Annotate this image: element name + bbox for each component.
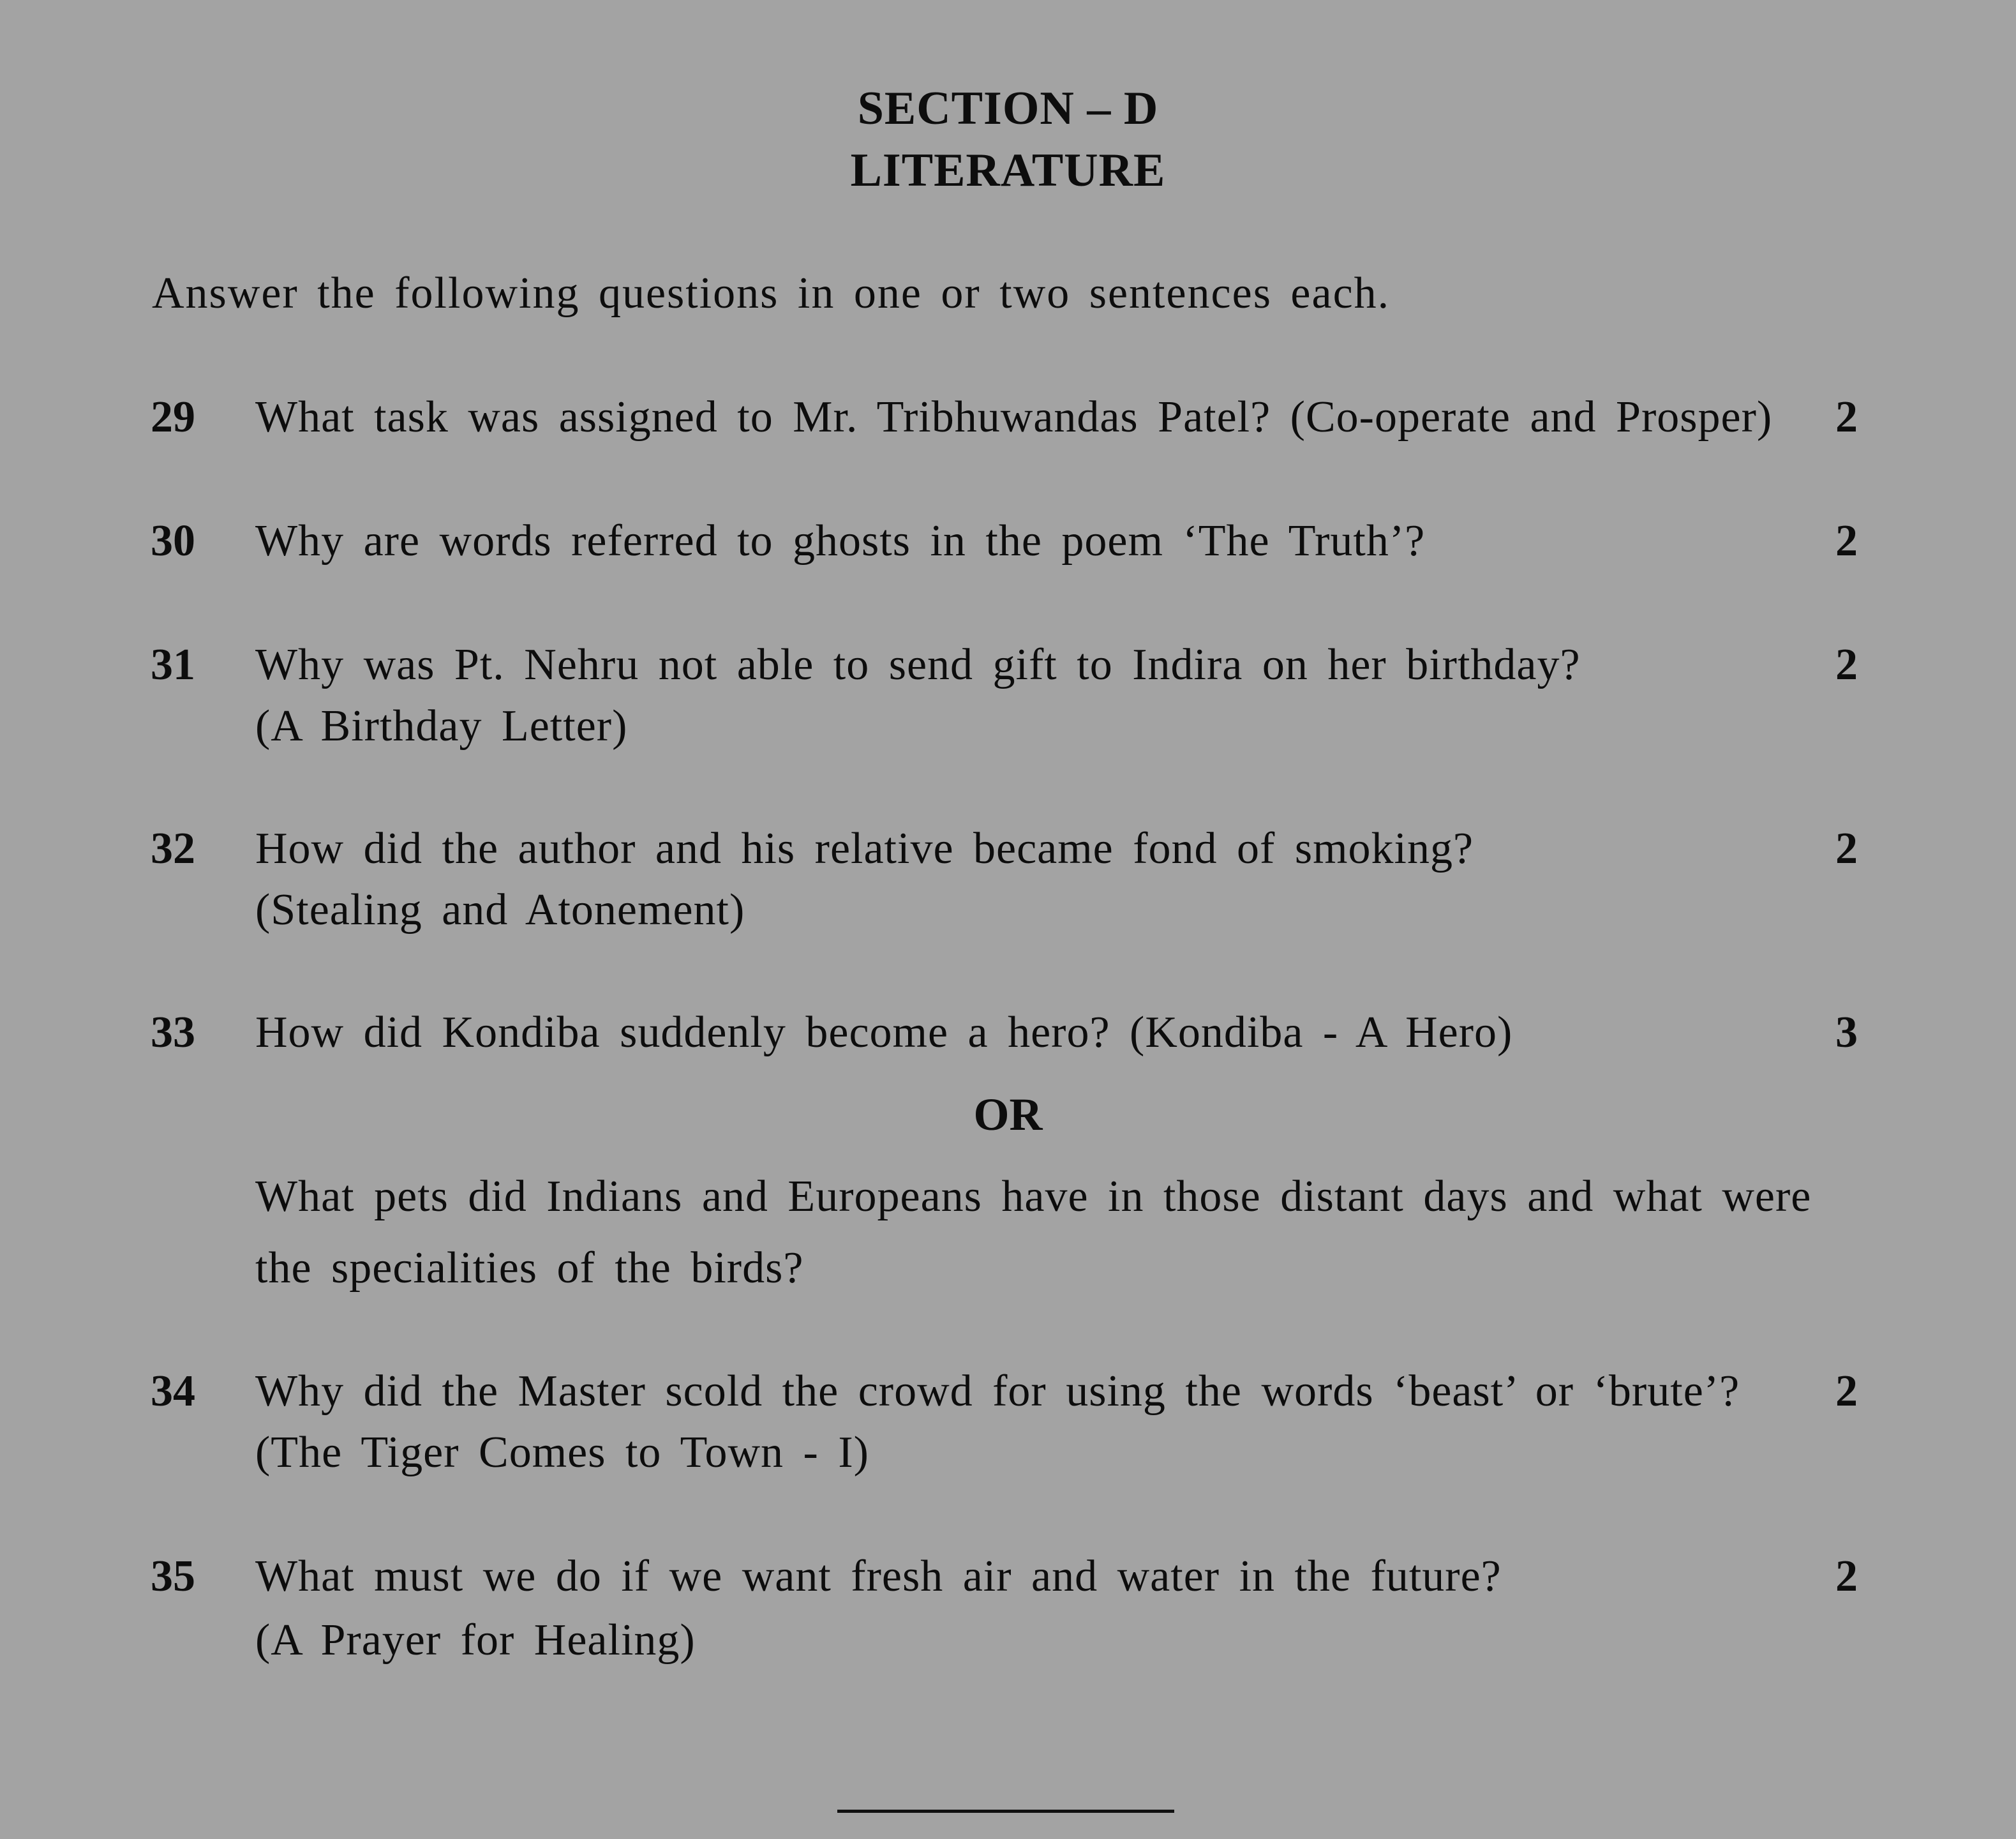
question-text: How did Kondiba suddenly become a hero? (Kondiba - A Hero) (255, 1008, 1513, 1057)
question-marks: 2 (1835, 1552, 1858, 1601)
end-rule (837, 1810, 1174, 1813)
question-text: Why was Pt. Nehru not able to send gift to Indira on her birthday? (255, 640, 1581, 689)
question-marks: 2 (1835, 516, 1858, 566)
question-text: How did the author and his relative became fond of smoking? (255, 824, 1474, 873)
question-marks: 2 (1835, 393, 1858, 442)
question-number: 30 (151, 516, 195, 566)
question-number: 34 (151, 1367, 195, 1416)
subject-heading: LITERATURE (850, 144, 1166, 197)
question-text: What must we do if we want fresh air and water in the future? (255, 1552, 1502, 1601)
question-text: What task was assigned to Mr. Tribhuwandas Patel? (Co-operate and Prosper) (255, 393, 1773, 442)
alternative-question-text: What pets did Indians and Europeans have in those distant days and what were (255, 1172, 1812, 1221)
question-number: 32 (151, 824, 195, 873)
section-heading: SECTION – D (857, 82, 1159, 135)
question-marks: 3 (1835, 1008, 1858, 1057)
question-marks: 2 (1835, 1367, 1858, 1416)
question-marks: 2 (1835, 824, 1858, 873)
question-text: Why are words referred to ghosts in the poem ‘The Truth’? (255, 516, 1426, 566)
question-source: (A Prayer for Healing) (255, 1616, 696, 1665)
alternative-question-text: the specialities of the birds? (255, 1243, 804, 1293)
question-number: 29 (151, 393, 195, 442)
or-separator: OR (973, 1089, 1043, 1140)
question-number: 33 (151, 1008, 195, 1057)
question-marks: 2 (1835, 640, 1858, 689)
question-number: 31 (151, 640, 195, 689)
question-source: (The Tiger Comes to Town - I) (255, 1428, 869, 1477)
instruction-text: Answer the following questions in one or two sentences each. (152, 269, 1391, 318)
question-number: 35 (151, 1552, 195, 1601)
question-source: (A Birthday Letter) (255, 702, 628, 751)
question-text: Why did the Master scold the crowd for using the words ‘beast’ or ‘brute’? (255, 1367, 1740, 1416)
question-source: (Stealing and Atonement) (255, 885, 745, 935)
